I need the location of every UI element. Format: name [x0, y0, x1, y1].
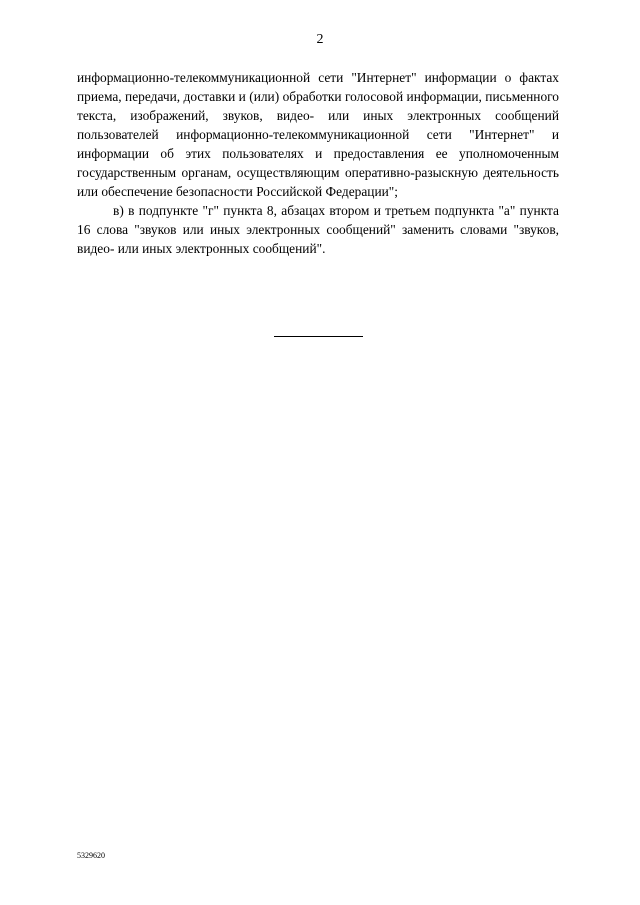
paragraph-continuation: информационно-телекоммуникационной сети "Интернет" информации о фактах приема, передачи, доставки и (или) обработки голосовой информации, письменного текста, изображений, звуков, видео- или иных электронных сообщений пользователей информационно-телекоммуникационной сети "Интернет" и информации об этих пользователях и предоставления ее уполномоченным государственным органам, осуществляющим оперативно-разыскную деятельность или обеспечение безопасности Российской Федерации";: [77, 70, 559, 199]
document-body: [77, 68, 559, 258]
paragraph-subclause-v: в) в подпункте "г" пункта 8, абзацах втором и третьем подпункта "а" пункта 16 слова "звуков или иных электронных сообщений" заменить словами "звуков, видео- или иных электронных сообщений".: [77, 203, 559, 256]
end-divider-line: [274, 336, 363, 337]
document-code: 5329620: [77, 851, 105, 860]
page-number: 2: [316, 32, 324, 47]
